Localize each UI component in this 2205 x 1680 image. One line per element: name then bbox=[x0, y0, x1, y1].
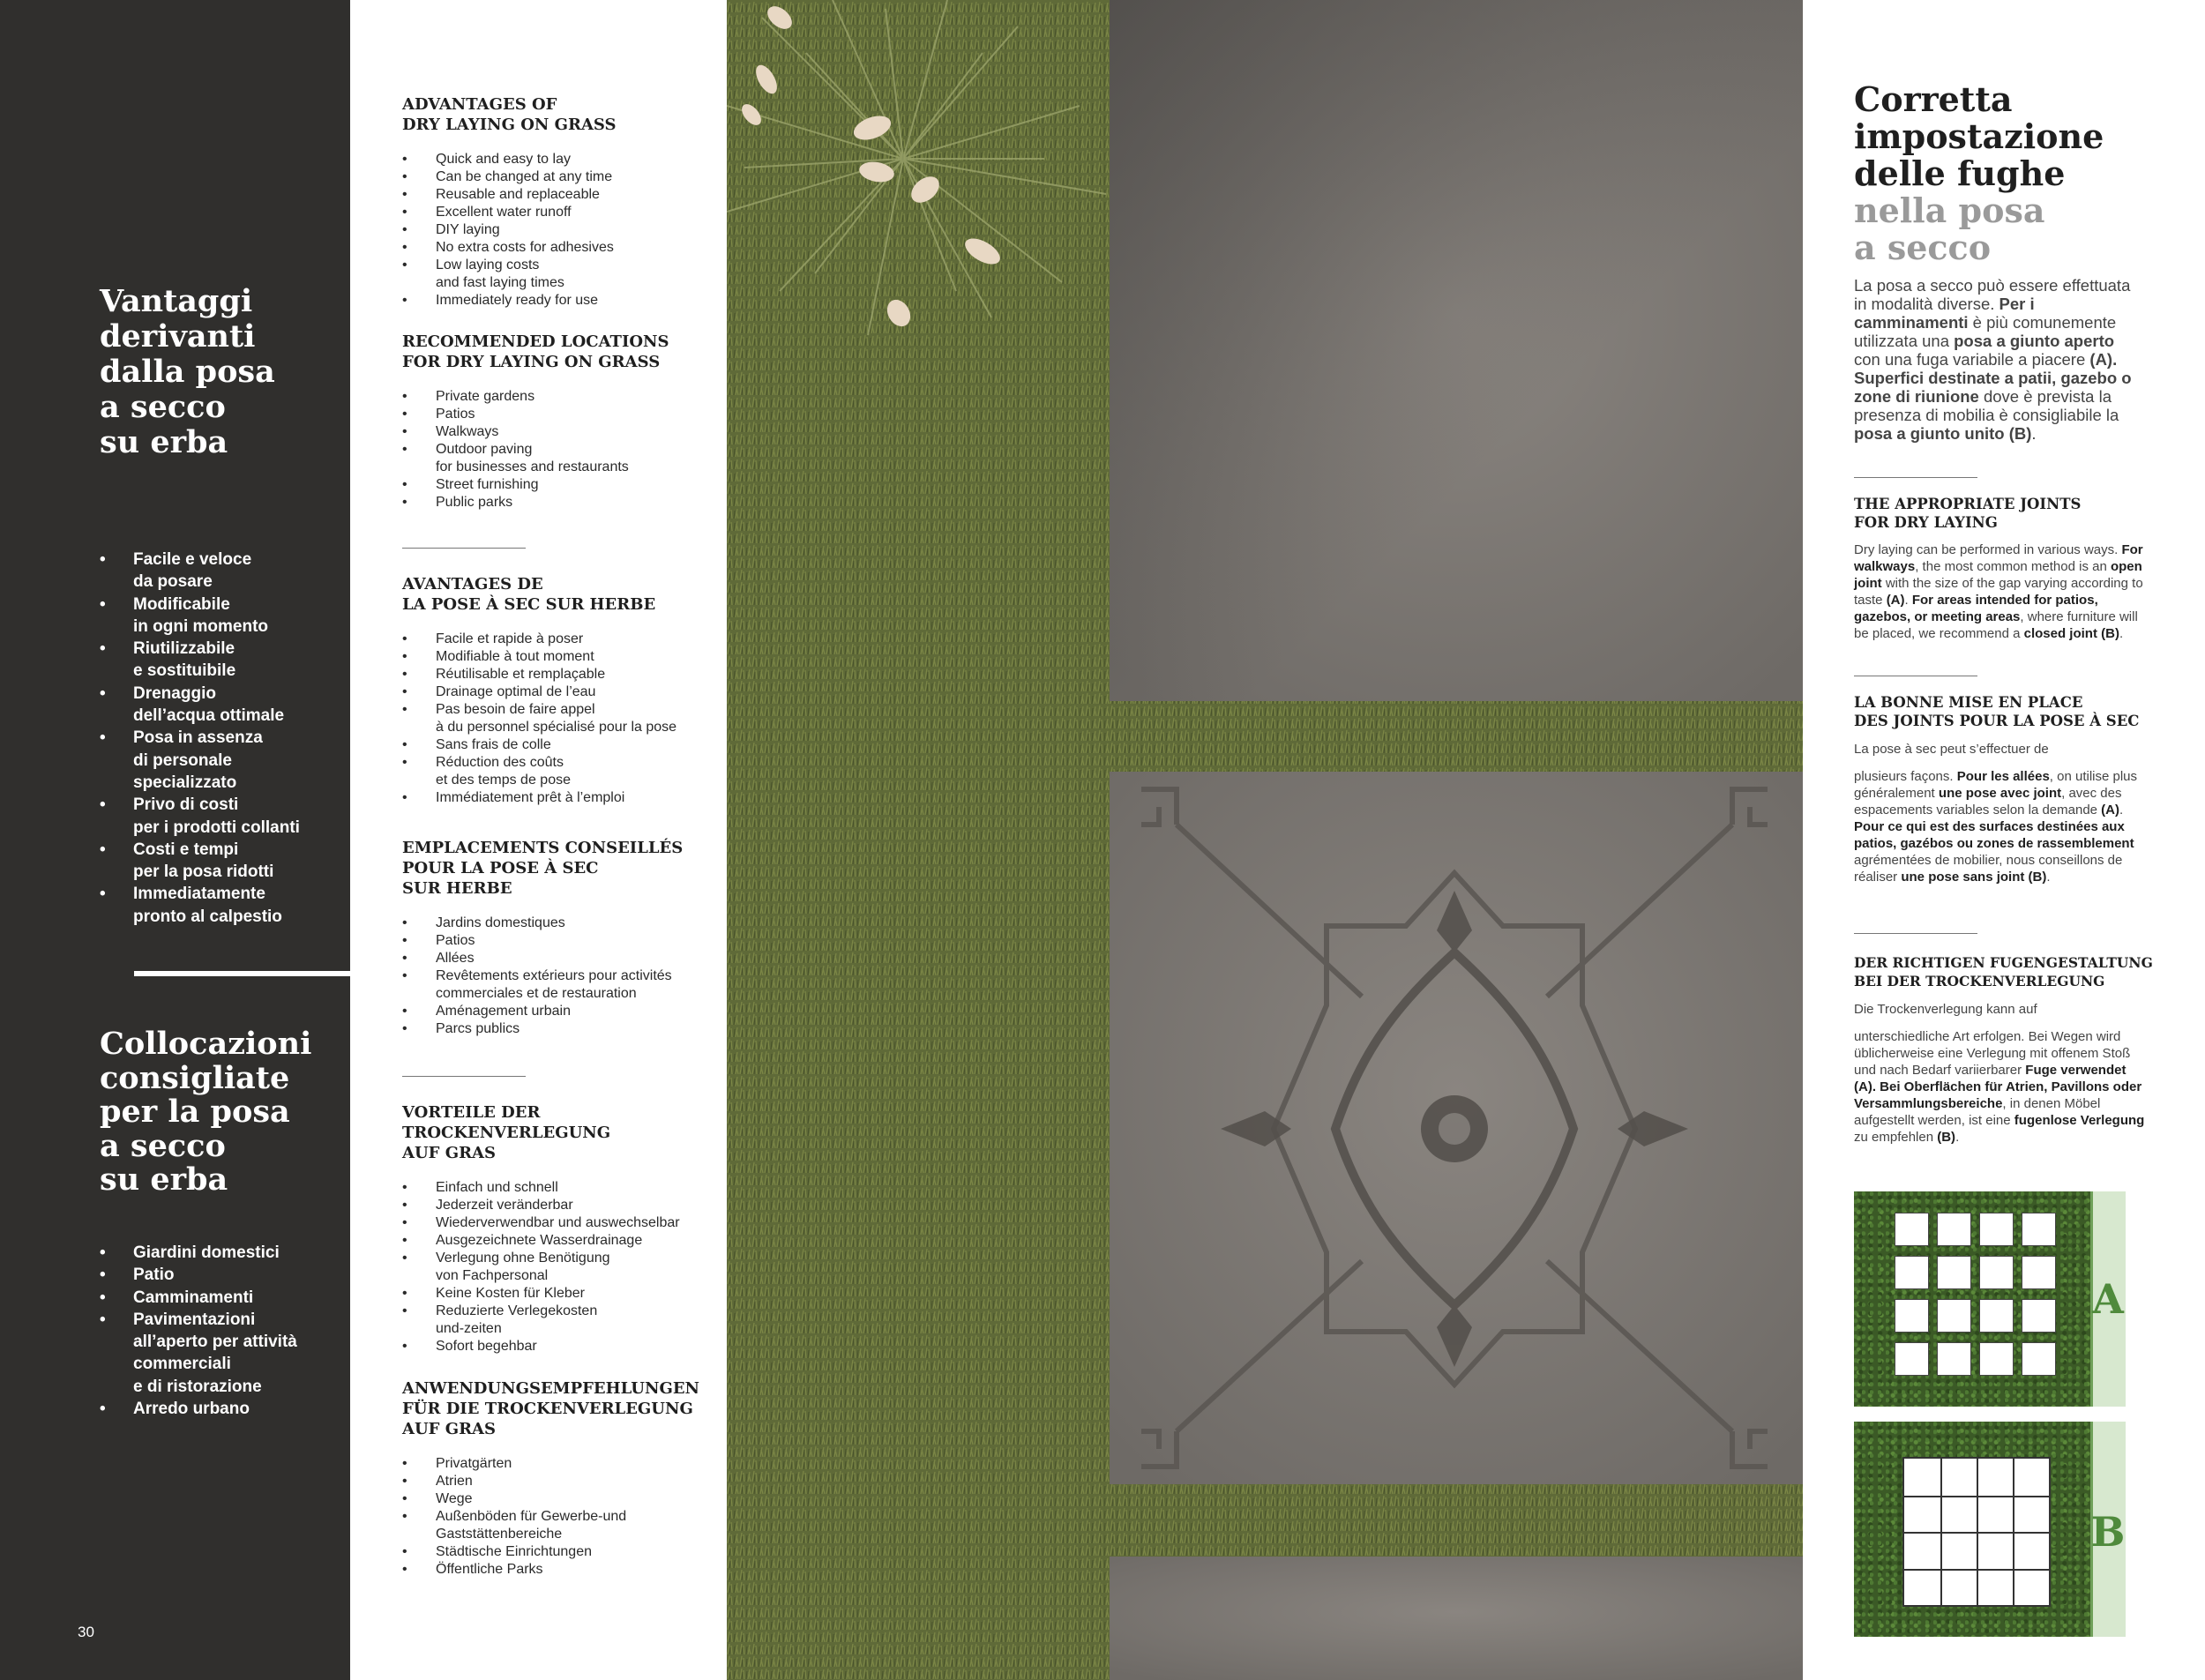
list-item: • Wege bbox=[402, 1490, 729, 1508]
divider bbox=[1854, 933, 1977, 934]
list-item: • Jederzeit veränderbar bbox=[402, 1197, 729, 1214]
heading-line: DER RICHTIGEN FUGENGESTALTUNG bbox=[1854, 954, 2153, 971]
divider bbox=[402, 548, 526, 549]
joints-title: Corretta impostazione delle fughe nella posa a secco bbox=[1854, 79, 2104, 267]
tile bbox=[1979, 1299, 2014, 1333]
heading-line: THE APPROPRIATE JOINTS bbox=[1854, 496, 2082, 512]
list-item: • Allées bbox=[402, 950, 729, 967]
tile bbox=[1937, 1299, 1971, 1333]
list-item: • Drenaggio dell’acqua ottimale bbox=[100, 683, 350, 728]
list-item: • Arredo urbano bbox=[100, 1398, 350, 1420]
heading-line: POUR LA POSE À SEC bbox=[402, 859, 599, 877]
en-locations-section bbox=[402, 332, 729, 511]
closed-joint-diagram bbox=[1854, 1422, 2126, 1637]
heading-line: AUF GRAS bbox=[402, 1144, 497, 1162]
it-intro-text: La posa a secco può essere effettuata in modalità diverse. Per i camminamenti è più comunemente utilizzata una posa a giunto aperto con una fuga variabile a piacere (A). Superfici destinate a patii, gazebo o zone di riunione dove è prevista la presenza di mobilia è consigliabile la posa a giunto unito (B). bbox=[1854, 276, 2132, 443]
list-item: • Outdoor paving for businesses and restaurants bbox=[402, 441, 729, 476]
joint-line bbox=[1904, 1569, 2049, 1571]
concrete-slab-bottom bbox=[1110, 1557, 1803, 1680]
list-item: • No extra costs for adhesives bbox=[402, 239, 729, 257]
list-item: • Pavimentazioni all’aperto per attività commerciali e di ristorazione bbox=[100, 1309, 350, 1398]
tile bbox=[1895, 1299, 1929, 1333]
list-item: • Costi e tempi per la posa ridotti bbox=[100, 839, 350, 884]
fr-locations-heading bbox=[402, 838, 729, 899]
plant-shadow bbox=[1110, 0, 1803, 701]
heading-line: BEI DER TROCKENVERLEGUNG bbox=[1854, 973, 2105, 989]
label-b: B bbox=[2090, 1508, 2126, 1556]
heading-line: EMPLACEMENTS CONSEILLÉS bbox=[402, 839, 684, 857]
list-item: • Public parks bbox=[402, 494, 729, 511]
list-item: • Immediately ready for use bbox=[402, 292, 729, 310]
list-item: • Außenböden für Gewerbe-und Gaststättenbereiche bbox=[402, 1508, 729, 1543]
de-joints-text-intro: Die Trockenverlegung kann auf bbox=[1854, 1002, 2037, 1017]
en-locations-list bbox=[402, 388, 729, 511]
heading-line: FOR DRY LAYING ON GRASS bbox=[402, 353, 661, 371]
list-item: • Modificabile in ogni momento bbox=[100, 594, 350, 638]
list-item: • Camminamenti bbox=[100, 1287, 350, 1309]
en-advantages-heading bbox=[402, 94, 729, 135]
tiles-on-grass-photo bbox=[727, 0, 1803, 1680]
tile bbox=[1937, 1213, 1971, 1246]
advantages-list bbox=[100, 549, 350, 928]
fr-locations-section bbox=[402, 838, 729, 1038]
heading-line: DRY LAYING ON GRASS bbox=[402, 116, 617, 134]
heading-line: ADVANTAGES OF bbox=[402, 95, 557, 114]
list-item: • Low laying costs and fast laying times bbox=[402, 257, 729, 292]
list-item: • Wiederverwendbar und auswechselbar bbox=[402, 1214, 729, 1232]
closed-joint-tiles bbox=[1902, 1457, 2051, 1607]
fr-advantages-list bbox=[402, 631, 729, 807]
left-sidebar bbox=[0, 0, 350, 1680]
open-joint-diagram bbox=[1854, 1191, 2126, 1407]
list-item: • Jardins domestiques bbox=[402, 915, 729, 932]
list-item: • Private gardens bbox=[402, 388, 729, 406]
tile bbox=[1895, 1213, 1929, 1246]
advantages-title: Vantaggi derivanti dalla posa a secco su erba bbox=[100, 283, 275, 460]
heading-line: FÜR DIE TROCKENVERLEGUNG bbox=[402, 1400, 693, 1418]
list-item: • Posa in assenza di personale specializzato bbox=[100, 727, 350, 794]
fr-advantages-section bbox=[402, 574, 729, 807]
list-item: • Patio bbox=[100, 1264, 350, 1286]
heading-line: VORTEILE DER bbox=[402, 1103, 541, 1122]
list-item: • Sofort begehbar bbox=[402, 1338, 729, 1355]
de-joints-heading bbox=[1854, 953, 2198, 990]
joint-section bbox=[1854, 0, 2205, 1680]
locations-list bbox=[100, 1242, 350, 1420]
list-item: • Immédiatement prêt à l’emploi bbox=[402, 789, 729, 807]
tile bbox=[1895, 1342, 1929, 1376]
page-number: 30 bbox=[78, 1624, 94, 1640]
de-locations-section bbox=[402, 1378, 729, 1579]
heading-line: SUR HERBE bbox=[402, 879, 512, 898]
tile bbox=[2022, 1213, 2056, 1246]
list-item: • Privo di costi per i prodotti collanti bbox=[100, 794, 350, 839]
list-item: • Giardini domestici bbox=[100, 1242, 350, 1264]
fr-joints-text: plusieurs façons. Pour les allées, on utilise plus généralement une pose avec joint, avec des espacements variables selon la demande (A). Pour ce qui est des surfaces destinées aux patios, gazébos ou zones de rassemblement agrémentées de mobilier, nous conseillons de réaliser une pose sans joint (B). bbox=[1854, 769, 2138, 885]
fr-advantages-heading bbox=[402, 574, 729, 615]
en-advantages-list bbox=[402, 151, 729, 310]
list-item: • Drainage optimal de l’eau bbox=[402, 683, 729, 701]
en-advantages-section bbox=[402, 94, 729, 310]
list-item: • Reduzierte Verlegekosten und-zeiten bbox=[402, 1303, 729, 1338]
section-divider bbox=[134, 971, 350, 976]
list-item: • Walkways bbox=[402, 423, 729, 441]
de-joints-text: unterschiedliche Art erfolgen. Bei Wegen wird üblicherweise eine Verlegung mit offenem Stoß und nach Bedarf variierbarer Fuge verwendet (A). Bei Oberflächen für Atrien, Pavillons oder Versammlungsbereiche, in denen Möbel aufgestellt werden, ist eine fugenlose Verlegung zu empfehlen (B). bbox=[1854, 1029, 2145, 1145]
divider bbox=[1854, 477, 1977, 478]
fr-joints-text-intro: La pose à sec peut s’effectuer de bbox=[1854, 742, 2049, 757]
locations-title: Collocazioni consigliate per la posa a secco su erba bbox=[100, 1026, 312, 1198]
fr-locations-list bbox=[402, 915, 729, 1038]
list-item: • Privatgärten bbox=[402, 1455, 729, 1473]
list-item: • Facile et rapide à poser bbox=[402, 631, 729, 648]
tile bbox=[1937, 1342, 1971, 1376]
list-item: • Öffentliche Parks bbox=[402, 1561, 729, 1579]
list-item: • Atrien bbox=[402, 1473, 729, 1490]
label-a: A bbox=[2092, 1275, 2124, 1323]
en-joints-text: Dry laying can be performed in various ways. For walkways, the most common method is an open joint with the size of the gap varying according to taste (A). For areas intended for patios, gazebos, or meeting areas, where furniture will be placed, we recommend a closed joint (B). bbox=[1854, 542, 2143, 641]
de-locations-heading bbox=[402, 1378, 729, 1439]
list-item: • Aménagement urbain bbox=[402, 1003, 729, 1020]
de-advantages-section bbox=[402, 1102, 729, 1355]
heading-line: LA BONNE MISE EN PLACE bbox=[1854, 694, 2083, 711]
list-item: • Quick and easy to lay bbox=[402, 151, 729, 168]
divider bbox=[402, 1076, 526, 1077]
list-item: • Facile e veloce da posare bbox=[100, 549, 350, 594]
heading-line: ANWENDUNGSEMPFEHLUNGEN bbox=[402, 1379, 699, 1398]
en-locations-heading bbox=[402, 332, 729, 372]
list-item: • Street furnishing bbox=[402, 476, 729, 494]
heading-line: TROCKENVERLEGUNG bbox=[402, 1124, 611, 1142]
paving-illustration bbox=[727, 0, 1803, 1680]
heading-line: AVANTAGES DE bbox=[402, 575, 543, 594]
de-advantages-list bbox=[402, 1179, 729, 1355]
joint-line bbox=[1904, 1532, 2049, 1534]
list-item: • Ausgezeichnete Wasserdrainage bbox=[402, 1232, 729, 1250]
tile bbox=[1937, 1256, 1971, 1289]
de-advantages-heading bbox=[402, 1102, 729, 1163]
heading-line: FOR DRY LAYING bbox=[1854, 514, 1998, 531]
list-item: • Keine Kosten für Kleber bbox=[402, 1285, 729, 1303]
heading-line: LA POSE À SEC SUR HERBE bbox=[402, 595, 656, 614]
list-item: • Patios bbox=[402, 932, 729, 950]
list-item: • Patios bbox=[402, 406, 729, 423]
list-item: • Sans frais de colle bbox=[402, 736, 729, 754]
list-item: • DIY laying bbox=[402, 221, 729, 239]
list-item: • Verlegung ohne Benötigung von Fachpersonal bbox=[402, 1250, 729, 1285]
en-joints-heading bbox=[1854, 495, 2198, 532]
joint-line bbox=[2013, 1459, 2014, 1605]
heading-line: DES JOINTS POUR LA POSE À SEC bbox=[1854, 713, 2140, 729]
list-item: • Parcs publics bbox=[402, 1020, 729, 1038]
list-item: • Immediatamente pronto al calpestio bbox=[100, 883, 350, 928]
fr-joints-heading bbox=[1854, 693, 2198, 730]
list-item: • Can be changed at any time bbox=[402, 168, 729, 186]
tile bbox=[2022, 1342, 2056, 1376]
list-item: • Réduction des coûts et des temps de pose bbox=[402, 754, 729, 789]
tile bbox=[1979, 1213, 2014, 1246]
list-item: • Riutilizzabile e sostituibile bbox=[100, 638, 350, 683]
list-item: • Excellent water runoff bbox=[402, 204, 729, 221]
list-item: • Réutilisable et remplaçable bbox=[402, 666, 729, 683]
list-item: • Pas besoin de faire appel à du personnel spécialisé pour la pose bbox=[402, 701, 729, 736]
tile bbox=[1895, 1256, 1929, 1289]
tile bbox=[2022, 1256, 2056, 1289]
tile bbox=[1979, 1256, 2014, 1289]
tile bbox=[2022, 1299, 2056, 1333]
list-item: • Modifiable à tout moment bbox=[402, 648, 729, 666]
list-item: • Einfach und schnell bbox=[402, 1179, 729, 1197]
de-locations-list bbox=[402, 1455, 729, 1579]
tile bbox=[1979, 1342, 2014, 1376]
list-item: • Reusable and replaceable bbox=[402, 186, 729, 204]
heading-line: RECOMMENDED LOCATIONS bbox=[402, 332, 669, 351]
heading-line: AUF GRAS bbox=[402, 1420, 497, 1438]
list-item: • Revêtements extérieurs pour activités commerciales et de restauration bbox=[402, 967, 729, 1003]
list-item: • Städtische Einrichtungen bbox=[402, 1543, 729, 1561]
